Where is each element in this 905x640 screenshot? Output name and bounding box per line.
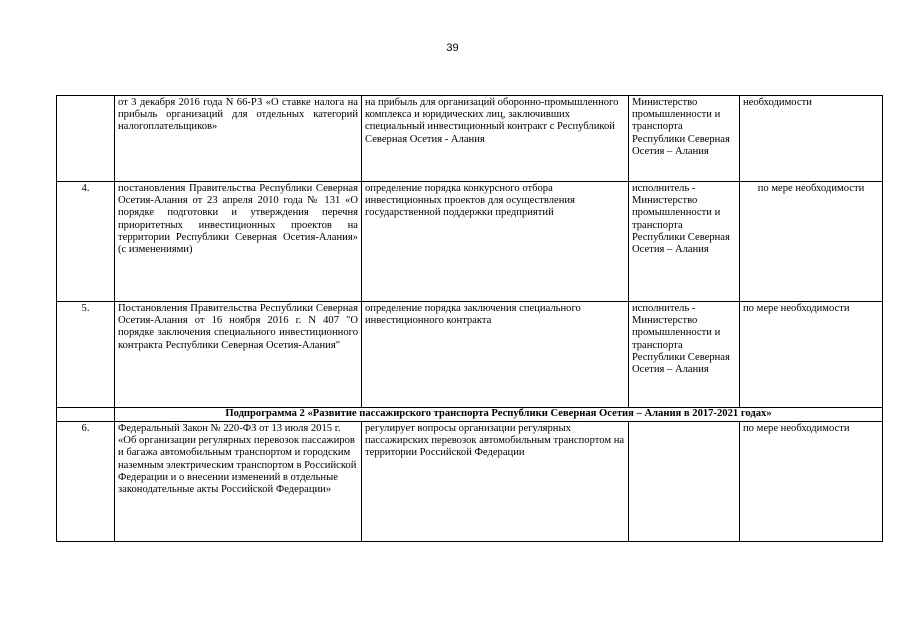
table-row (57, 96, 883, 182)
row-number (57, 96, 115, 182)
page-number: 39 (446, 42, 459, 54)
executor-cell: исполнитель - Министерство промышленности и транспорта Республики Северная Осетия – Алания (629, 302, 740, 408)
purpose-cell: регулирует вопросы организации регулярных пассажирских перевозок автомобильным транспортом на территории Российской Федерации (362, 422, 629, 542)
term-cell: по мере необходимости (740, 182, 883, 302)
legal-act-cell: постановления Правительства Республики Северная Осетия-Алания от 23 апреля 2010 года № 131 «О порядке подготовки и утверждения перечня приоритетных инвестиционных проектов на территории Республики Северная Осетия-Алания» (с изменениями) (115, 182, 362, 302)
executor-cell: исполнитель - Министерство промышленности и транспорта Республики Северная Осетия – Алания (629, 182, 740, 302)
row-number: 6. (57, 422, 115, 542)
term-cell: по мере необходимости (740, 422, 883, 542)
term-cell: по мере необходимости (740, 302, 883, 408)
table-row (57, 182, 883, 302)
legal-act-cell: от 3 декабря 2016 года N 66-РЗ «О ставке налога на прибыль организаций для отдельных категорий налогоплательщиков» (115, 96, 362, 182)
subprogram-blank-cell (57, 408, 115, 422)
row-number: 4. (57, 182, 115, 302)
table-row (57, 302, 883, 408)
table-row (57, 422, 883, 542)
legal-act-cell: Постановления Правительства Республики Северная Осетия-Алания от 16 ноября 2016 г. N 407 "О порядке заключения специального инвестиционного контракта Республики Северная Осетия-Алания" (115, 302, 362, 408)
row-number: 5. (57, 302, 115, 408)
legal-act-cell: Федеральный Закон № 220-ФЗ от 13 июля 2015 г. «Об организации регулярных перевозок пассажиров и багажа автомобильным транспортом и городским наземным электрическим транспортом в Российской Федерации и о внесении изменений в отдельные законодательные акты Российской Федерации» (115, 422, 362, 542)
purpose-cell: определение порядка заключения специального инвестиционного контракта (362, 302, 629, 408)
purpose-cell: определение порядка конкурсного отбора инвестиционных проектов для осуществления государственной поддержки предприятий (362, 182, 629, 302)
executor-cell: Министерство промышленности и транспорта Республики Северная Осетия – Алания (629, 96, 740, 182)
subprogram-title: Подпрограмма 2 «Развитие пассажирского транспорта Республики Северная Осетия – Алания в 2017-2021 годах» (115, 408, 883, 422)
purpose-cell: на прибыль для организаций оборонно-промышленного комплекса и юридических лиц, заключивших специальный инвестиционный контракт с Республикой Северная Осетия - Алания (362, 96, 629, 182)
term-cell: необходимости (740, 96, 883, 182)
executor-cell (629, 422, 740, 542)
legal-acts-table (56, 95, 883, 542)
subprogram-header-row (57, 408, 883, 422)
